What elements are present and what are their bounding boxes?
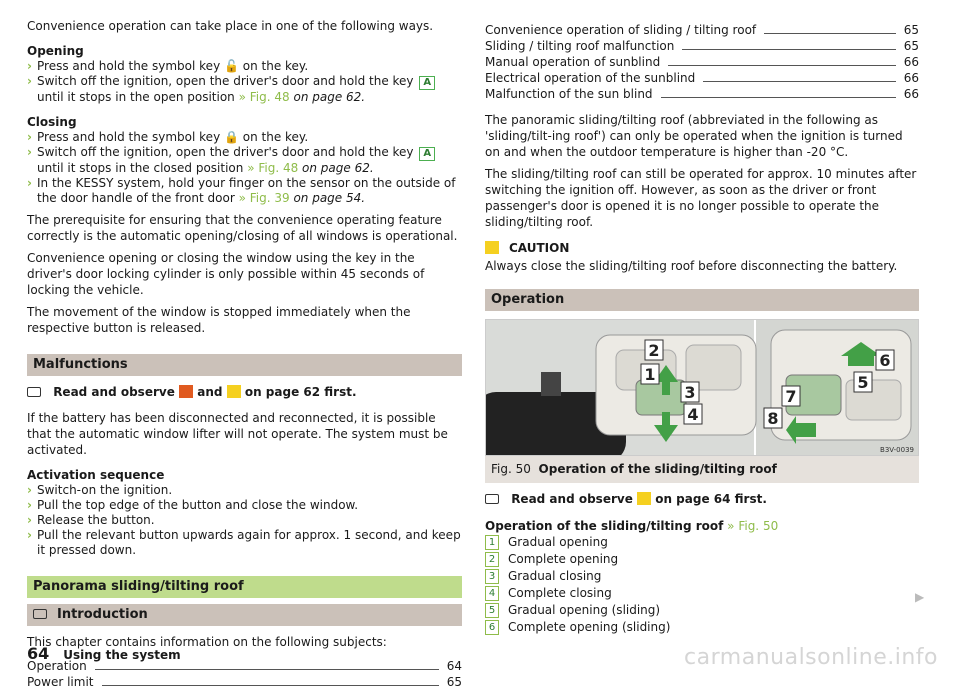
roof-control-illustration	[486, 320, 919, 456]
operation-header: Operation	[485, 289, 919, 311]
caution-text: Always close the sliding/tilting roof before disconnecting the battery.	[485, 259, 898, 273]
paragraph: The sliding/tilting roof can still be operated for approx. 10 minutes after switching the ignition off. However, as soon as the driver or front passenger's door is opened it is no longer possible to operate the sliding/tilting roof.	[485, 167, 917, 229]
book-icon	[27, 387, 41, 397]
page-footer	[27, 644, 181, 663]
toc-entry[interactable]: Malfunction of the sun blind 66	[485, 87, 919, 101]
opening-heading: Opening	[27, 44, 84, 58]
list-item: 4 Complete closing	[485, 585, 919, 602]
list-item: 2 Complete opening	[485, 551, 919, 568]
fig-number: 2	[648, 341, 660, 360]
fig-reference-link[interactable]: » Fig. 48	[238, 90, 290, 104]
paragraph: If the battery has been disconnected and reconnected, it is possible that the automatic window lifter will not operate. The system must be activated.	[27, 411, 448, 457]
list-item: › Press and hold the symbol key 🔒 on the key.	[27, 130, 309, 144]
toc-entry[interactable]: Electrical operation of the sunblind 66	[485, 71, 919, 85]
fig-reference-link[interactable]: » Fig. 39	[238, 191, 290, 205]
caution-line: CAUTION	[485, 240, 919, 256]
list-item: › Release the button.	[27, 513, 155, 527]
list-item: 1 Gradual opening	[485, 534, 919, 551]
caution-icon	[227, 385, 241, 398]
activation-heading: Activation sequence	[27, 468, 165, 482]
caution-icon	[637, 492, 651, 505]
fig-number: 3	[684, 383, 696, 402]
list-item: 3 Gradual closing	[485, 568, 919, 585]
figure-image	[485, 319, 919, 456]
left-column	[27, 18, 462, 690]
panorama-header: Panorama sliding/tilting roof	[27, 576, 462, 598]
operation-heading: Operation of the sliding/tilting roof » Fig. 50	[485, 519, 779, 533]
read-observe-line: Read and observe on page 64 first.	[485, 491, 919, 507]
fig-number: 1	[644, 365, 656, 384]
list-item: › In the KESSY system, hold your finger on the sensor on the outside of the door handle of the front door » Fig. 39 on page 54.	[27, 176, 456, 205]
figure-caption: Fig. 50 Operation of the sliding/tilting roof	[485, 456, 919, 483]
paragraph: The prerequisite for ensuring that the convenience operating feature correctly is the automatic opening/closing of all windows is operational.	[27, 213, 458, 243]
paragraph: The movement of the window is stopped immediately when the respective button is released.	[27, 305, 411, 335]
lock-icon: 🔒	[223, 130, 239, 144]
toc-entry[interactable]: Sliding / tilting roof malfunction 65	[485, 39, 919, 53]
list-item: › Pull the top edge of the button and close the window.	[27, 498, 359, 512]
list-item: › Pull the relevant button upwards again for approx. 1 second, and keep it pressed down.	[27, 528, 461, 557]
toc-entry[interactable]: Operation 64	[27, 659, 462, 673]
toc-entry[interactable]: Power limit 65	[27, 675, 462, 689]
section-title: Using the system	[63, 648, 181, 662]
right-column	[485, 22, 919, 636]
key-a-label: A	[419, 147, 435, 161]
book-icon	[33, 609, 47, 619]
list-item: 6 Complete opening (sliding)	[485, 619, 919, 636]
list-item: › Switch off the ignition, open the driver's door and hold the key A until it stops in the open position » Fig. 48 on page 62.	[27, 74, 462, 105]
watermark: carmanualsonline.info	[684, 645, 938, 670]
fig-number: 5	[857, 373, 869, 392]
intro-text: Convenience operation can take place in one of the following ways.	[27, 19, 434, 33]
key-a-label: A	[419, 76, 435, 90]
figure-code: B3V-0039	[880, 446, 914, 454]
unlock-icon: 🔓	[223, 59, 239, 73]
caution-icon	[485, 241, 499, 254]
paragraph: This chapter contains information on the following subjects:	[27, 635, 387, 649]
list-item: › Switch-on the ignition.	[27, 483, 173, 497]
list-item: 5 Gradual opening (sliding)	[485, 602, 919, 619]
fig-number: 4	[687, 405, 699, 424]
read-observe-line: Read and observe and on page 62 first.	[27, 384, 462, 400]
fig-reference-link[interactable]: » Fig. 48	[247, 161, 299, 175]
toc-entry[interactable]: Convenience operation of sliding / tilting roof 65	[485, 23, 919, 37]
book-icon	[485, 494, 499, 504]
closing-heading: Closing	[27, 115, 77, 129]
fig-reference-link[interactable]: » Fig. 50	[727, 519, 779, 533]
fig-number: 6	[879, 351, 891, 370]
fig-number: 8	[767, 409, 779, 428]
introduction-header: Introduction	[27, 604, 462, 626]
next-page-icon[interactable]: ▶	[915, 590, 925, 604]
list-item: › Press and hold the symbol key 🔓 on the key.	[27, 59, 309, 73]
malfunctions-header: Malfunctions	[27, 354, 462, 376]
warning-icon	[179, 385, 193, 398]
paragraph: Convenience opening or closing the window using the key in the driver's door locking cylinder is only possible within 45 seconds of locking the vehicle.	[27, 251, 425, 297]
list-item: › Switch off the ignition, open the driver's door and hold the key A until it stops in the closed position » Fig. 48 on page 62.	[27, 145, 462, 176]
fig-number: 7	[785, 387, 797, 406]
paragraph: The panoramic sliding/tilting roof (abbreviated in the following as 'sliding/tilt-ing roof') can only be operated when the ignition is turned on and when the outdoor temperature is higher than -20 °C.	[485, 113, 903, 159]
toc-entry[interactable]: Manual operation of sunblind 66	[485, 55, 919, 69]
page-number: 64	[27, 644, 50, 663]
